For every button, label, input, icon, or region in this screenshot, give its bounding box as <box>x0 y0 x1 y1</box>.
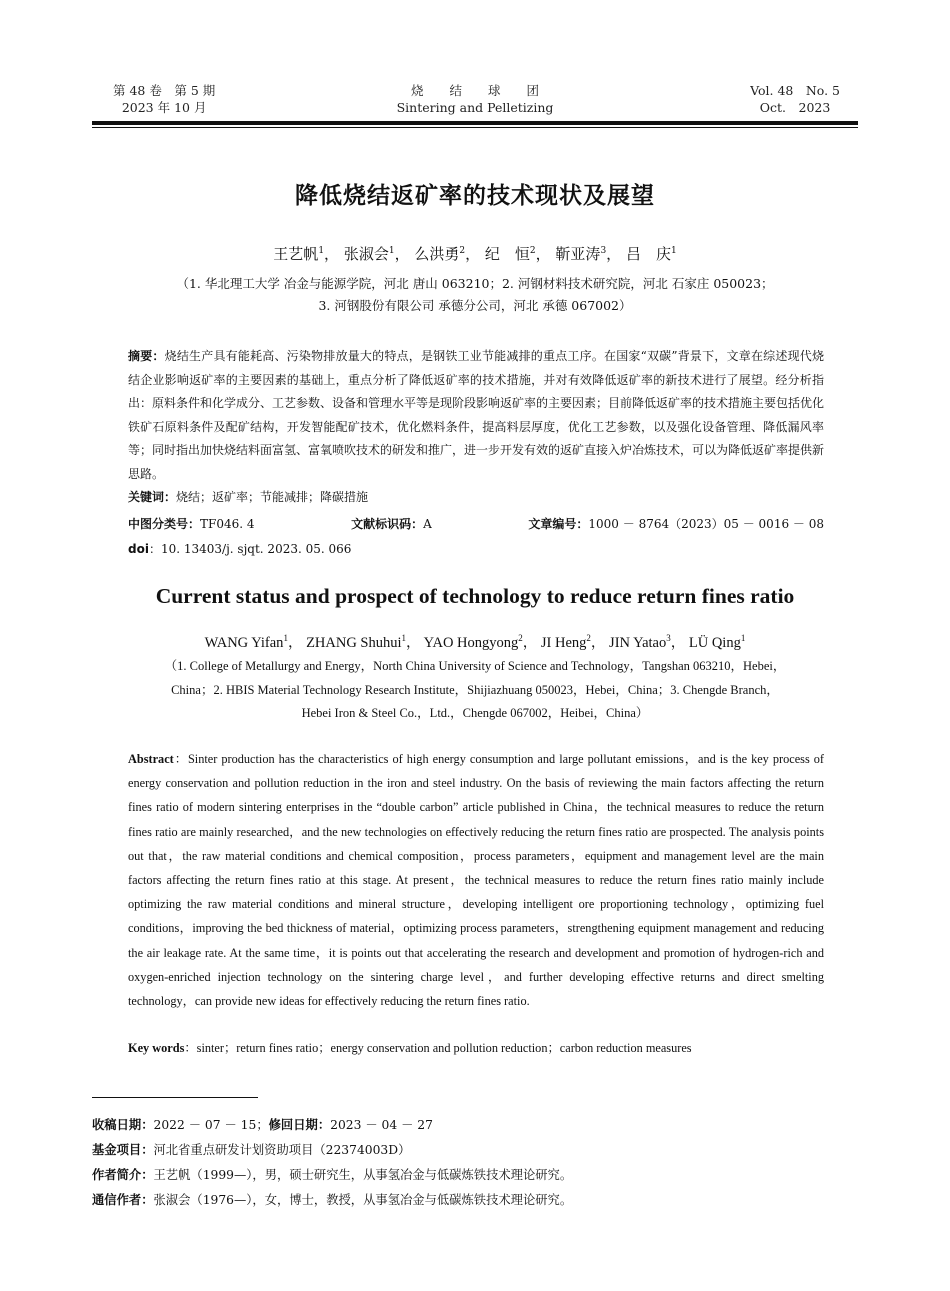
volume-issue-cn: 第 48 卷 第 5 期 <box>113 83 216 98</box>
author-en: ZHANG Shuhui$^1$ <box>306 633 407 651</box>
footnote-fund: 基金项目：河北省重点研发计划资助项目（22374003D） <box>92 1143 411 1157</box>
date-cn: 2023 年 10 月 <box>121 100 207 115</box>
header-rule-thick <box>92 121 858 125</box>
affiliation-line: Hebei Iron & Steel Co.，Ltd.，Chengde 067002，Heibei，China） <box>301 706 649 720</box>
footnote-rule <box>92 1097 258 1098</box>
keywords-en <box>128 1037 824 1059</box>
author-en: LÜ Qing$^1$ <box>688 633 746 651</box>
date-en: Oct. 2023 <box>759 100 831 115</box>
authors-en: WANG Yifan$^1$， ZHANG Shuhui$^1$， YAO Hongyong$^2$， JI Heng$^2$， JIN Yatao$^3$， LÜ Qing$^1$ <box>204 633 746 651</box>
author-en: YAO Hongyong$^2$ <box>423 633 523 651</box>
affiliation-line: China；2. HBIS Material Technology Research Institute，Shijiazhuang 050023，Hebei，China；3. Chengde Branch， <box>171 682 779 697</box>
affiliation-line: （1. 华北理工大学 冶金与能源学院，河北 唐山 063210；2. 河钢材料技术研究院，河北 石家庄 050023； <box>176 276 774 291</box>
journal-name-en: Sintering and Pelletizing <box>396 100 554 115</box>
abstract-text-cn: 烧结生产具有能耗高、污染物排放量大的特点，是钢铁工业节能减排的重点工序。在国家“双碳”背景下，文章在综述现代烧结企业影响返矿率的主要因素的基础上，重点分析了降低返矿率的技术措施，并对有效降低返矿率的新技术进行了展望。经分析指出：原料条件和化学成分、工艺参数、设备和管理水平等是现阶段影响返矿率的主要因素；目前降低返矿率的技术措施主要包括优化铁矿石原料条件及配矿结构，开发智能配矿技术，优化燃料条件，提高料层厚度，优化工艺参数，以及强化设备管理、降低漏风率等；同时指出加快烧结料面富氢、富氧喷吹技术的研发和推广，进一步开发有效的返矿直接入炉冶炼技术，可以为降低返矿率提供新思路。 <box>128 349 825 481</box>
keywords-label-en: Key words <box>128 1041 185 1055</box>
paper-title-en: Current status and prospect of technology to reduce return fines ratio <box>155 584 795 608</box>
author-en: JIN Yatao$^3$ <box>609 633 671 651</box>
journal-name-cn: 烧结球团 <box>410 83 565 98</box>
abstract-en <box>128 747 824 1013</box>
document-code: 文献标识码：A <box>351 517 432 531</box>
footnote-corresponding: 通信作者：张淑会（1976—），女，博士，教授，从事氢冶金与低碳炼铁技术理论研究。 <box>92 1193 573 1207</box>
header-rule-thin <box>92 127 858 128</box>
author-en: JI Heng$^2$ <box>540 633 591 651</box>
volume-issue-en: Vol. 48 No. 5 <box>750 83 840 98</box>
author-cn: 张淑会$^1$ <box>343 245 395 263</box>
footnotes <box>92 1113 852 1213</box>
footnote-dates: 收稿日期：2022 － 07 － 15；修回日期：2023 － 04 － 27 <box>92 1118 433 1132</box>
affiliation-line: （1. College of Metallurgy and Energy，North China University of Science and Technology，Tangshan 063210，Hebei， <box>164 659 786 673</box>
classification-row <box>128 514 824 534</box>
author-cn: 吕 庆$^1$ <box>625 245 677 263</box>
article-number: 文章编号：1000 － 8764（2023）05 － 0016 － 08 <box>528 517 824 531</box>
affiliation-line: 3. 河钢股份有限公司 承德分公司，河北 承德 067002） <box>318 298 632 313</box>
author-cn: 纪 恒$^2$ <box>484 245 536 263</box>
abstract-cn <box>128 345 824 510</box>
author-en: WANG Yifan$^1$ <box>204 633 288 651</box>
author-cn: 王艺帆$^1$ <box>273 245 325 263</box>
footnote-author: 作者简介：王艺帆（1999—），男，硕士研究生，从事氢冶金与低碳炼铁技术理论研究。 <box>92 1168 573 1182</box>
author-cn: 靳亚涛$^3$ <box>555 245 607 263</box>
doi: doi：10. 13403/j. sjqt. 2023. 05. 066 <box>128 542 352 556</box>
abstract-label-cn: 摘要： <box>128 349 165 363</box>
paper-title-cn: 降低烧结返矿率的技术现状及展望 <box>295 183 655 209</box>
author-cn: 么洪勇$^2$ <box>414 245 466 263</box>
affiliations-en <box>0 655 950 726</box>
abstract-text-en: ：Sinter production has the characteristics of high energy consumption and large pollutant emissions，and is the key process of energy conservation and pollution reduction in the iron and steel industry. On the basis of reviewing the main factors affecting the return fines ratio of modern sintering enterprises in the “double carbon” article published in China，the technical measures to reduce the return fines ratio are mainly researched，and the new technologies on effectively reducing the return fines ratio are prospected. The analysis points out that，the raw material conditions and chemical composition，process parameters，equipment and management level are the main factors affecting the return fines ratio at this stage. At present，the technical measures to reduce the return fines ratio mainly include optimizing the raw material conditions and mineral structure，developing intelligent ore proportioning technology，optimizing fuel conditions，improving the bed thickness of material，optimizing process parameters，strengthening equipment management and reducing the air leakage rate. At the same time，it is points out that accelerating the research and development and promotion of hydrogen-rich and oxygen-enriched injection technology on the sintering charge level，and further developing effective returns and direct smelting technology，can provide new ideas for effectively reducing the return fines ratio. <box>128 752 824 1009</box>
abstract-label-en: Abstract <box>128 752 174 766</box>
keywords-text-cn: 烧结；返矿率；节能减排；降碳措施 <box>176 490 369 504</box>
keywords-text-en: ：sinter；return fines ratio；energy conservation and pollution reduction；carbon reduction measures <box>184 1041 692 1055</box>
keywords-label-cn: 关键词： <box>128 490 177 504</box>
affiliations-cn <box>0 273 950 317</box>
classification: 中图分类号：TF046. 4 <box>128 517 255 531</box>
header-right <box>750 82 840 116</box>
authors-cn: 王艺帆$^1$， 张淑会$^1$， 么洪勇$^2$， 纪 恒$^2$， 靳亚涛$^3$， 吕 庆$^1$ <box>273 245 677 263</box>
